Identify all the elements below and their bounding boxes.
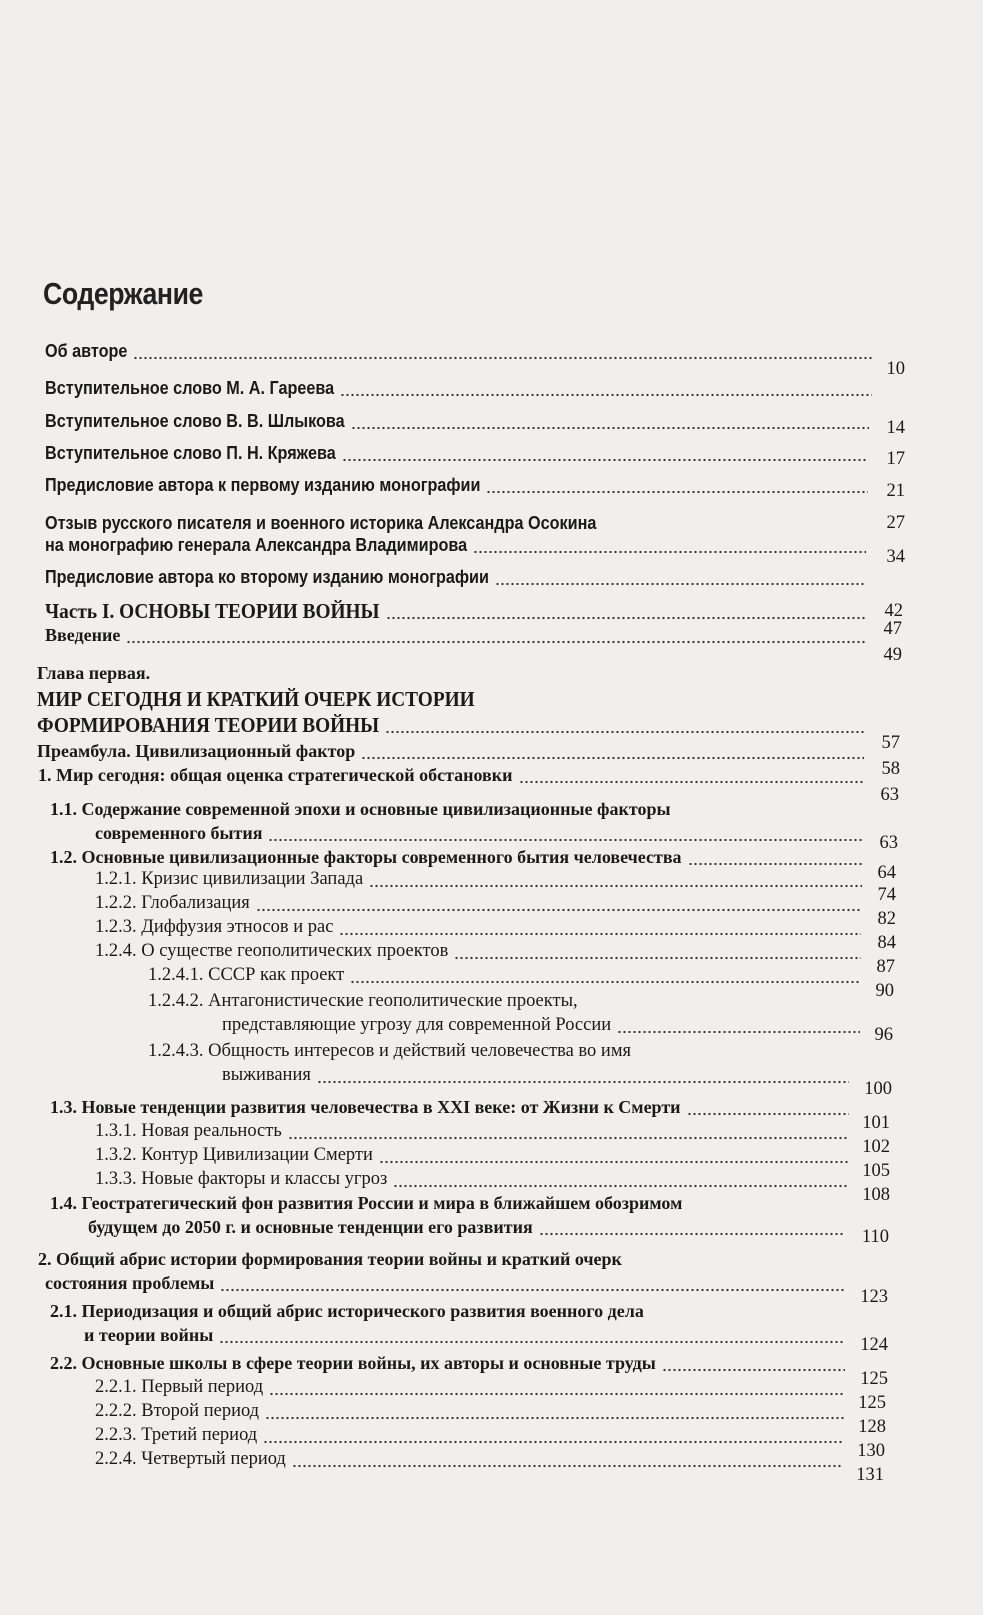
toc-entry-title: 1.1. Содержание современной эпохи и основные цивилизационные факторы xyxy=(50,799,671,819)
toc-page-number: 47 xyxy=(883,619,902,639)
leader-dots xyxy=(454,956,861,960)
toc-entry-title: 2.2.1. Первый период xyxy=(95,1377,264,1397)
toc-page-number: 74 xyxy=(877,885,896,905)
toc-page-number: 110 xyxy=(861,1227,889,1247)
toc-entry-title: Об авторе xyxy=(45,341,128,361)
toc-entry-title: Преамбула. Цивилизационный фактор xyxy=(37,741,356,761)
toc-entry-title: Часть I. ОСНОВЫ ТЕОРИИ ВОЙНЫ xyxy=(45,599,380,623)
toc-entry-title: Вступительное слово П. Н. Кряжева xyxy=(45,443,336,463)
toc-page-number: 101 xyxy=(862,1113,890,1133)
toc-page-number: 10 xyxy=(886,359,905,379)
toc-page-number: 58 xyxy=(881,759,900,779)
toc-page-number: 108 xyxy=(862,1185,890,1205)
toc-page-number: 90 xyxy=(875,981,894,1001)
leader-dots xyxy=(385,730,864,734)
leader-dots xyxy=(317,1080,849,1084)
leader-dots xyxy=(687,1112,849,1116)
toc-entry-title: будущем до 2050 г. и основные тенденции его развития xyxy=(88,1217,533,1237)
toc-page-number: 124 xyxy=(860,1335,888,1355)
leader-dots xyxy=(342,458,868,462)
toc-entry-title: 1.3. Новые тенденции развития человечества в XXI веке: от Жизни к Смерти xyxy=(50,1097,681,1117)
toc-entry[interactable] xyxy=(0,512,983,572)
toc-entry-title: 1.3.1. Новая реальность xyxy=(95,1121,282,1141)
toc-entry-title: 1.2.4.2. Антагонистические геополитические проекты, xyxy=(148,991,578,1011)
toc-entry-title: представляющие угрозу для современной России xyxy=(222,1015,612,1035)
toc-page-number: 128 xyxy=(858,1417,886,1437)
toc-entry-title: 1.2. Основные цивилизационные факторы современного бытия человечества xyxy=(50,847,682,867)
leader-dots xyxy=(473,550,866,554)
toc-entry-title: 2.2.3. Третий период xyxy=(95,1425,258,1445)
toc-page-number: 21 xyxy=(886,481,905,501)
leader-dots xyxy=(495,582,866,586)
toc-page-number: 123 xyxy=(860,1287,888,1307)
leader-dots xyxy=(617,1030,860,1034)
leader-dots xyxy=(263,1440,843,1444)
leader-dots xyxy=(386,616,866,620)
toc-entry-title: 1.2.3. Диффузия этносов и рас xyxy=(95,917,334,937)
toc-page-number: 87 xyxy=(876,957,895,977)
toc-entry-title: 1. Мир сегодня: общая оценка стратегической обстановки xyxy=(38,765,513,785)
leader-dots xyxy=(340,393,872,397)
toc-page-number: 27 xyxy=(886,513,905,533)
toc-entry[interactable] xyxy=(0,1448,983,1508)
toc-entry-title: 1.3.3. Новые факторы и классы угроз xyxy=(95,1169,388,1189)
toc-page-number: 17 xyxy=(886,449,905,469)
toc-entry-title: Введение xyxy=(45,625,121,645)
toc-entry[interactable] xyxy=(0,1300,983,1360)
leader-dots xyxy=(350,980,860,984)
leader-dots xyxy=(288,1136,848,1140)
leader-dots xyxy=(265,1416,844,1420)
toc-entry-title: Предисловие автора ко второму изданию монографии xyxy=(45,567,489,587)
leader-dots xyxy=(361,756,864,760)
toc-page-number: 102 xyxy=(862,1137,890,1157)
toc-entry[interactable] xyxy=(0,1248,983,1308)
toc-entry-title: 1.2.2. Глобализация xyxy=(95,893,250,913)
toc-page-number: 100 xyxy=(864,1079,892,1099)
toc-page-number: 14 xyxy=(886,418,905,438)
toc-entry-title: Отзыв русского писателя и военного историка Александра Осокина xyxy=(45,513,597,533)
leader-dots xyxy=(269,1392,845,1396)
toc-entry-title: МИР СЕГОДНЯ И КРАТКИЙ ОЧЕРК ИСТОРИИ xyxy=(37,687,475,711)
leader-dots xyxy=(688,862,862,866)
toc-entry-title: выживания xyxy=(222,1065,311,1085)
toc-entry-title: 1.2.4. О существе геополитических проектов xyxy=(95,941,449,961)
leader-dots xyxy=(133,356,872,360)
toc-page-number: 57 xyxy=(881,733,900,753)
toc-page-number: 96 xyxy=(874,1025,893,1045)
leader-dots xyxy=(539,1232,845,1236)
toc-page-number: 49 xyxy=(883,645,902,665)
toc-page-number: 125 xyxy=(858,1393,886,1413)
leader-dots xyxy=(292,1464,842,1468)
toc-entry-title: 1.3.2. Контур Цивилизации Смерти xyxy=(95,1145,373,1165)
toc-entry-title: 1.2.4.1. СССР как проект xyxy=(148,965,345,985)
toc-page-number: 82 xyxy=(877,909,896,929)
toc-entry-title: 2.2.4. Четвертый период xyxy=(95,1449,286,1469)
toc-entry-title: 2.1. Периодизация и общий абрис исторического развития военного дела xyxy=(50,1301,644,1321)
toc-page-number: 105 xyxy=(862,1161,890,1181)
toc-entry-title: на монографию генерала Александра Владимирова xyxy=(45,535,468,555)
leader-dots xyxy=(379,1160,848,1164)
toc-entry-title: 2.2.2. Второй период xyxy=(95,1401,260,1421)
toc-entry-title: Предисловие автора к первому изданию монографии xyxy=(45,475,481,495)
toc-entry-title: 2.2. Основные школы в сфере теории войны, их авторы и основные труды xyxy=(50,1353,656,1373)
leader-dots xyxy=(339,932,861,936)
toc-entry-title: и теории войны xyxy=(84,1325,214,1345)
leader-dots xyxy=(268,838,862,842)
leader-dots xyxy=(662,1368,845,1372)
leader-dots xyxy=(369,884,862,888)
toc-entry-title: ФОРМИРОВАНИЯ ТЕОРИИ ВОЙНЫ xyxy=(37,713,380,737)
leader-dots xyxy=(351,426,869,430)
toc-page-number: 130 xyxy=(857,1441,885,1461)
page-title: Содержание xyxy=(43,276,203,311)
leader-dots xyxy=(220,1288,846,1292)
toc-page-number: 42 xyxy=(884,601,903,621)
toc-entry-title: Вступительное слово В. В. Шлыкова xyxy=(45,411,345,431)
toc-entry-title: состояния проблемы xyxy=(45,1273,215,1293)
toc-page-number: 131 xyxy=(856,1465,884,1485)
toc-page-number: 63 xyxy=(880,785,899,805)
leader-dots xyxy=(519,780,863,784)
toc-entry-title: 1.2.1. Кризис цивилизации Запада xyxy=(95,869,364,889)
toc-entry[interactable] xyxy=(0,1040,983,1100)
toc-entry-title: Глава первая. xyxy=(37,663,151,683)
leader-dots xyxy=(393,1184,848,1188)
leader-dots xyxy=(126,640,866,644)
leader-dots xyxy=(486,490,868,494)
toc-entry-title: 1.2.4.3. Общность интересов и действий человечества во имя xyxy=(148,1041,632,1061)
toc-page-number: 34 xyxy=(886,547,905,567)
toc-entry-title: 2. Общий абрис истории формирования теории войны и краткий очерк xyxy=(38,1249,622,1269)
toc-page-number: 125 xyxy=(860,1369,888,1389)
leader-dots xyxy=(256,908,862,912)
toc-entry-title: Вступительное слово М. А. Гареева xyxy=(45,378,335,398)
toc-entry-title: современного бытия xyxy=(95,823,263,843)
toc-entry-title: 1.4. Геостратегический фон развития России и мира в ближайшем обозримом xyxy=(50,1193,683,1213)
toc-page-number: 63 xyxy=(879,833,898,853)
toc-page-number: 64 xyxy=(877,863,896,883)
toc-entry[interactable] xyxy=(0,1192,983,1252)
leader-dots xyxy=(219,1340,845,1344)
toc-page-number: 84 xyxy=(877,933,896,953)
